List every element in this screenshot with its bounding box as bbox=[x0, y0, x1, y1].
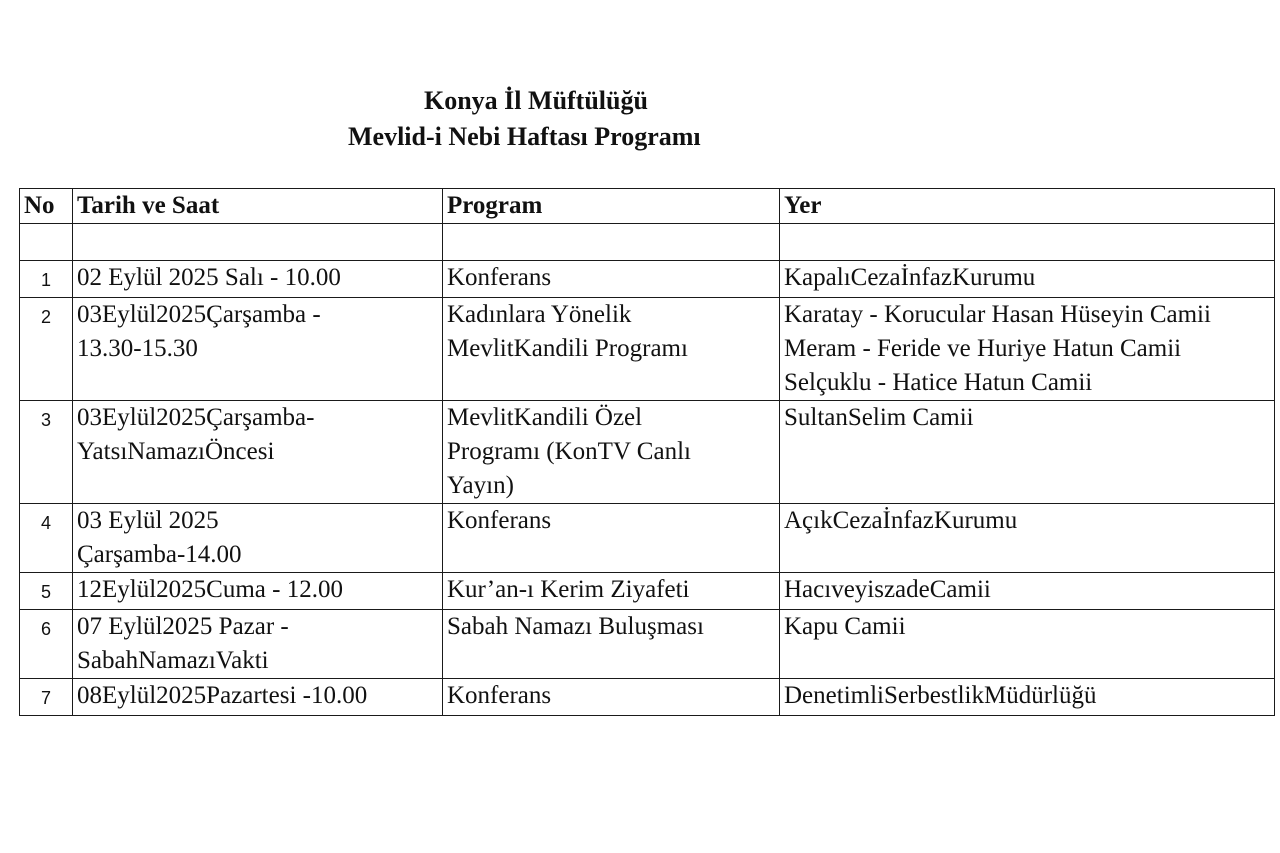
table-cell bbox=[780, 224, 1275, 261]
program-table bbox=[19, 188, 1275, 716]
date-time-cell-line: 08Eylül2025Pazartesi -10.00 bbox=[77, 682, 368, 709]
program-cell-line: Konferans bbox=[447, 264, 552, 291]
table-row bbox=[20, 298, 1275, 401]
location-cell bbox=[780, 504, 1275, 573]
program-cell bbox=[443, 261, 780, 298]
date-time-cell-line: 07 Eylül2025 Pazar - bbox=[77, 613, 289, 640]
program-cell bbox=[443, 610, 780, 679]
program-cell bbox=[443, 573, 780, 610]
document-title: Konya İl Müftülüğü bbox=[424, 86, 648, 115]
location-cell-line: Selçuklu - Hatice Hatun Camii bbox=[784, 369, 1093, 396]
program-cell bbox=[443, 298, 780, 401]
table-row bbox=[20, 610, 1275, 679]
column-header-tarih: Tarih ve Saat bbox=[73, 189, 443, 224]
program-cell-line: Yayın) bbox=[447, 472, 514, 499]
program-cell bbox=[443, 401, 780, 504]
location-cell-line: Karatay - Korucular Hasan Hüseyin Camii bbox=[784, 301, 1211, 328]
column-header-yer: Yer bbox=[780, 189, 1275, 224]
date-time-cell-line: 12Eylül2025Cuma - 12.00 bbox=[77, 576, 343, 603]
date-time-cell bbox=[73, 261, 443, 298]
program-cell-line: Kur’an-ı Kerim Ziyafeti bbox=[447, 576, 690, 603]
location-cell-line: Kapu Camii bbox=[784, 613, 906, 640]
date-time-cell bbox=[73, 610, 443, 679]
table-row bbox=[20, 401, 1275, 504]
location-cell bbox=[780, 298, 1275, 401]
row-number: 7 bbox=[20, 679, 73, 716]
date-time-cell-line: Çarşamba-14.00 bbox=[77, 541, 242, 568]
table-cell bbox=[443, 224, 780, 261]
table-cell bbox=[73, 224, 443, 261]
location-cell bbox=[780, 679, 1275, 716]
empty-row bbox=[20, 224, 1275, 261]
program-cell bbox=[443, 504, 780, 573]
date-time-cell bbox=[73, 679, 443, 716]
row-number: 1 bbox=[20, 261, 73, 298]
program-cell-line: Konferans bbox=[447, 682, 552, 709]
table-header-row bbox=[20, 189, 1275, 224]
location-cell bbox=[780, 610, 1275, 679]
date-time-cell bbox=[73, 298, 443, 401]
program-cell-line: Kadınlara Yönelik bbox=[447, 301, 632, 328]
location-cell bbox=[780, 401, 1275, 504]
location-cell-line: Meram - Feride ve Huriye Hatun Camii bbox=[784, 335, 1182, 362]
program-cell-line: Programı (KonTV Canlı bbox=[447, 438, 691, 465]
row-number: 3 bbox=[20, 401, 73, 504]
date-time-cell-line: 03Eylül2025Çarşamba - bbox=[77, 301, 321, 328]
date-time-cell-line: 03Eylül2025Çarşamba- bbox=[77, 404, 315, 431]
row-number: 4 bbox=[20, 504, 73, 573]
table-row bbox=[20, 261, 1275, 298]
date-time-cell-line: 02 Eylül 2025 Salı - 10.00 bbox=[77, 264, 341, 291]
date-time-cell bbox=[73, 401, 443, 504]
program-cell-line: Konferans bbox=[447, 507, 552, 534]
program-cell-line: Sabah Namazı Buluşması bbox=[447, 613, 704, 640]
row-number: 5 bbox=[20, 573, 73, 610]
program-cell bbox=[443, 679, 780, 716]
date-time-cell-line: YatsıNamazıÖncesi bbox=[77, 438, 275, 465]
column-header-no: No bbox=[20, 189, 73, 224]
date-time-cell-line: 03 Eylül 2025 bbox=[77, 507, 219, 534]
date-time-cell bbox=[73, 504, 443, 573]
row-number: 2 bbox=[20, 298, 73, 401]
document-subtitle: Mevlid-i Nebi Haftası Programı bbox=[348, 122, 701, 151]
date-time-cell bbox=[73, 573, 443, 610]
table-row bbox=[20, 504, 1275, 573]
location-cell-line: AçıkCezaİnfazKurumu bbox=[784, 507, 1018, 534]
location-cell-line: KapalıCezaİnfazKurumu bbox=[784, 264, 1036, 291]
row-number: 6 bbox=[20, 610, 73, 679]
table-row bbox=[20, 679, 1275, 716]
location-cell bbox=[780, 261, 1275, 298]
location-cell-line: DenetimliSerbestlikMüdürlüğü bbox=[784, 682, 1097, 709]
date-time-cell-line: SabahNamazıVakti bbox=[77, 647, 269, 674]
table-row bbox=[20, 573, 1275, 610]
program-cell-line: MevlitKandili Programı bbox=[447, 335, 688, 362]
column-header-program: Program bbox=[443, 189, 780, 224]
location-cell-line: SultanSelim Camii bbox=[784, 404, 974, 431]
date-time-cell-line: 13.30-15.30 bbox=[77, 335, 198, 362]
table-cell bbox=[20, 224, 73, 261]
location-cell-line: HacıveyiszadeCamii bbox=[784, 576, 991, 603]
program-cell-line: MevlitKandili Özel bbox=[447, 404, 643, 431]
location-cell bbox=[780, 573, 1275, 610]
